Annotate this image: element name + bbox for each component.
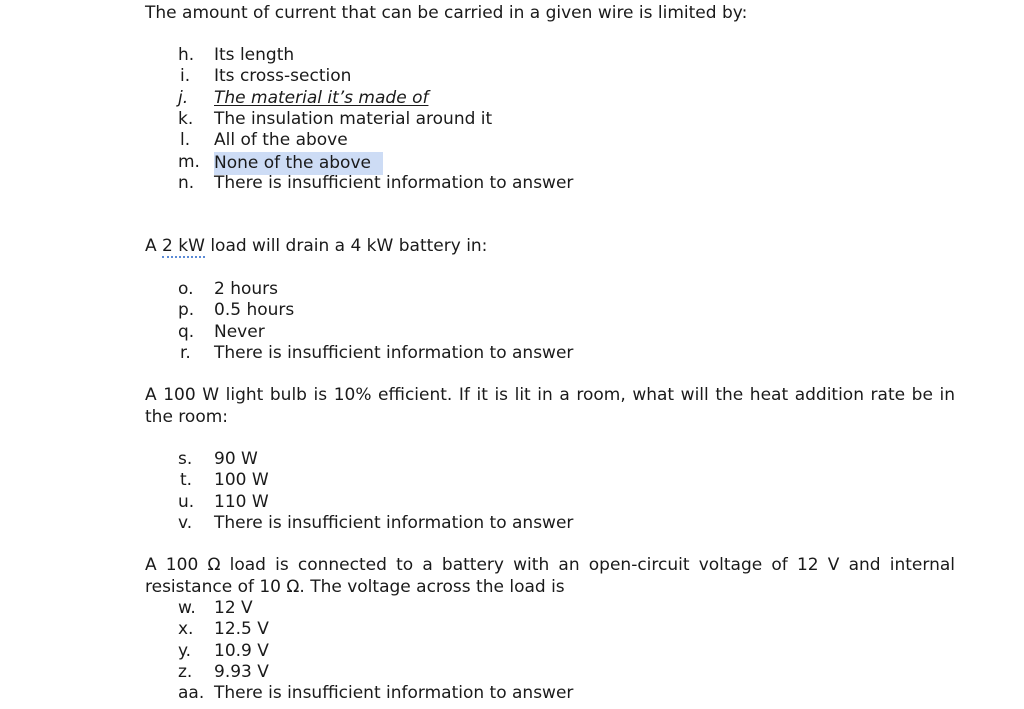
option-marker: k. <box>178 108 194 129</box>
option-marker: aa. <box>178 683 205 704</box>
option-text: The insulation material around it <box>214 108 493 129</box>
option-marker: r. <box>180 342 191 363</box>
option-marker: u. <box>178 491 195 512</box>
spellcheck-flagged-text: 2 kW <box>162 236 205 256</box>
option-text: There is insufficient information to answer <box>214 512 574 533</box>
option-text: There is insufficient information to answer <box>214 683 574 704</box>
option-marker: y. <box>178 640 192 661</box>
prompt-prefix: A <box>145 236 163 256</box>
option-text: 100 W <box>214 470 269 491</box>
option-marker: w. <box>178 598 196 618</box>
option-marker: j. <box>178 87 189 108</box>
option-marker: n. <box>178 172 195 193</box>
option-text: Its cross-section <box>214 66 352 87</box>
option-marker: z. <box>178 661 193 682</box>
option-text: 9.93 V <box>214 661 269 682</box>
option-marker: q. <box>178 321 195 342</box>
option-marker: h. <box>178 45 195 65</box>
option-text: All of the above <box>214 130 348 151</box>
option-marker: v. <box>178 512 193 533</box>
option-marker: t. <box>180 470 193 491</box>
option-marker: s. <box>178 449 193 469</box>
option-marker: i. <box>180 66 191 87</box>
option-text: 12.5 V <box>214 619 269 640</box>
option-text: There is insufficient information to answer <box>214 172 574 193</box>
option-text: 2 hours <box>214 279 279 299</box>
question-3-prompt: A 100 W light bulb is 10% efficient. If it is lit in a room, what will the heat addition rate be in the room: <box>145 385 955 427</box>
question-1-prompt: The amount of current that can be carried in a given wire is limited by: <box>145 3 748 23</box>
option-text: There is insufficient information to answer <box>214 342 574 363</box>
option-text: 0.5 hours <box>214 300 295 321</box>
option-text: 110 W <box>214 491 269 512</box>
question-4-prompt: A 100 Ω load is connected to a battery with an open-circuit voltage of 12 V and internal resistance of 10 Ω. The voltage across the load is <box>145 555 955 597</box>
option-text: Its length <box>214 45 295 65</box>
option-text: 12 V <box>214 598 253 618</box>
prompt-suffix: load will drain a 4 kW battery in: <box>204 236 488 256</box>
option-marker: x. <box>178 619 194 640</box>
question-2-prompt <box>145 236 955 258</box>
option-marker: m. <box>178 151 200 172</box>
option-text: 10.9 V <box>214 640 269 661</box>
option-text: Never <box>214 321 265 342</box>
option-marker: o. <box>178 279 194 299</box>
option-marker: l. <box>180 130 191 151</box>
option-marker: p. <box>178 300 195 321</box>
option-text: 90 W <box>214 449 258 469</box>
option-text-link[interactable]: The material it’s made of <box>214 87 429 108</box>
option-text-selected: None of the above <box>214 152 383 175</box>
